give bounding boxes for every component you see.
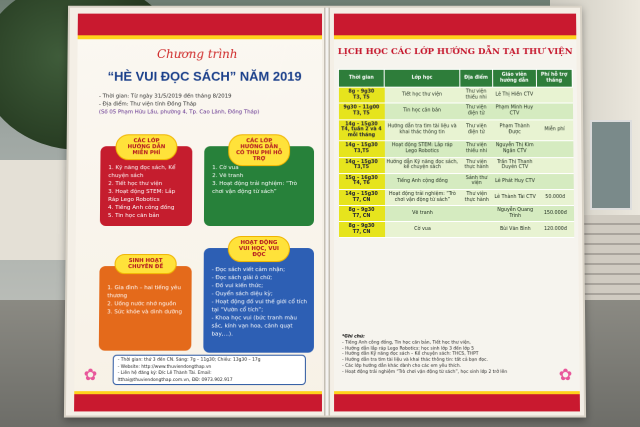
table-cell: 14g – 15g30 T7, CN	[338, 189, 384, 205]
notes-title: *Ghi chú:	[342, 334, 365, 340]
table-cell: Cờ vua	[385, 222, 461, 238]
list-item: 1. Gia đình – hai tiếng yêu thương	[107, 285, 182, 300]
table-cell: 50.000đ	[537, 189, 574, 205]
note-item: - Hướng dẫn lắp ráp Lego Robotics: học sinh lớp 3 đến lớp 5	[342, 346, 474, 352]
table-cell: Thư viện thực hành	[460, 189, 493, 205]
note-item: - Các lớp hướng dẫn khác dành cho các em yêu thích.	[342, 363, 461, 369]
table-row	[338, 173, 573, 189]
header-cell: Phí hỗ trợ tháng	[536, 69, 572, 87]
table-cell: Vẽ tranh	[385, 206, 461, 222]
table-cell: Hướng dẫn Kỹ năng đọc sách, kể chuyện sách	[384, 157, 460, 173]
table-cell: Tiếng Anh cộng đồng	[384, 173, 460, 189]
table-cell: Nguyễn Quang Trình	[493, 206, 537, 222]
header-cell: Lớp học	[384, 69, 459, 87]
table-cell: 14g – 15g30 T3,T5	[338, 141, 384, 157]
note-item: - Hướng dẫn tra tìm tài liệu và khai thác thông tin: tất cả bạn đọc.	[342, 357, 488, 363]
topic-activities-box	[99, 258, 192, 351]
header-cell: Giáo viên hướng dẫn	[492, 69, 536, 87]
header-cell: Thời gian	[338, 69, 384, 87]
left-page	[74, 14, 322, 412]
table-cell	[537, 157, 573, 173]
table-cell: Hoạt động STEM: Lắp ráp Lego Robotics	[384, 141, 460, 157]
building-door	[590, 120, 632, 210]
table-cell: 8g – 9g30 T7, CN	[339, 222, 385, 238]
table-cell: Lê Thị Hiền CTV	[492, 87, 536, 103]
right-page	[334, 14, 580, 412]
list-item: 2. Vẽ tranh	[212, 173, 244, 180]
list-item: - Hoạt động đố vui thế giới cổ tích tại “Vườn cổ tích”;	[211, 299, 308, 314]
table-cell: Trần Thị Thanh Duyên CTV	[493, 157, 537, 173]
list-item: - Khoa học vui (bức tranh màu sắc, kính vạn hoa, cánh quạt bay,...).	[211, 315, 297, 338]
list-item: 2. Tiết học thư viện	[108, 181, 163, 188]
table-cell: Thư viện thực hành	[460, 157, 493, 173]
paid-classes-title: CÁC LỚP HƯỚNG DẪN CÓ THU PHÍ HỖ TRỢ	[228, 134, 290, 166]
table-cell: Hướng dẫn tra tìm tài liệu và khai thác thông tin	[384, 119, 460, 141]
table-cell	[537, 141, 573, 157]
table-row	[338, 119, 572, 141]
table-row	[338, 103, 572, 119]
list-item: 1. Kỹ năng đọc sách, Kể chuyện sách	[108, 165, 176, 180]
table-cell: Sảnh thư viện	[460, 173, 493, 189]
list-item: - Quyển sách diệu kỳ;	[211, 291, 273, 298]
list-item: 1. Cờ vua	[212, 165, 239, 172]
list-item: 2. Uống nước nhớ nguồn	[107, 301, 177, 308]
table-cell: Bùi Văn Bình	[493, 222, 537, 238]
book-spine	[324, 8, 330, 416]
table-row	[338, 141, 573, 157]
top-red-band	[78, 14, 322, 40]
contact-registration: - Liên hệ đăng ký: Đ/c Lê Thành Tài. Email:	[117, 371, 212, 377]
table-cell: 8g – 9g30 T7, CN	[338, 206, 384, 222]
list-item: - Đọc sách viết cảm nhận;	[211, 267, 286, 274]
table-row	[338, 87, 572, 103]
table-row	[338, 157, 573, 173]
list-item: 4. Tiếng Anh công đồng	[107, 205, 175, 211]
table-cell: Thư viện điện tử	[460, 119, 493, 141]
program-place: - Địa điểm: Thư viện tỉnh Đồng Tháp	[98, 101, 197, 108]
book-shaped-billboard	[64, 6, 586, 418]
contact-info-box	[113, 355, 306, 385]
header-cell: Địa điểm	[460, 69, 493, 87]
notes-section	[342, 335, 574, 376]
table-cell: Hoạt động trải nghiệm: “Trò chơi vận động từ sách”	[385, 189, 461, 205]
note-item: - Tiếng Anh công đồng, Tin học căn bản, Tiết học thư viện,	[342, 340, 471, 346]
table-cell: Thư viện điện tử	[460, 103, 493, 119]
note-item: - Hướng dẫn Kỹ năng đọc sách – Kể chuyện sách: THCS, THPT	[342, 352, 479, 358]
list-item: 3. Hoạt động trải nghiệm: “Trò chơi vận động từ sách”	[212, 181, 298, 196]
table-row	[339, 222, 574, 238]
program-title: “HÈ VUI ĐỌC SÁCH” NĂM 2019	[107, 68, 302, 84]
fun-reading-title: HOẠT ĐỘNG VUI HỌC, VUI ĐỌC	[228, 236, 290, 262]
table-cell: 14g – 15g30 T3,T5	[338, 157, 384, 173]
table-cell: Miễn phí	[536, 119, 572, 141]
table-cell: Phạm Thành Được	[493, 119, 537, 141]
list-item: 3. Sức khỏe và dinh dưỡng	[107, 309, 183, 316]
table-cell: 120.000đ	[537, 222, 574, 238]
table-cell: Lê Phát Huy CTV	[493, 173, 537, 189]
table-row	[338, 189, 573, 205]
table-cell: Lê Thành Tài CTV	[493, 189, 537, 205]
table-cell: 150.000đ	[537, 206, 574, 222]
program-script-title: Chương trình	[156, 47, 238, 61]
table-cell: 15g – 16g30 T4, T6	[338, 173, 384, 189]
schedule-table	[338, 69, 574, 239]
table-cell: Tin học căn bản	[384, 103, 460, 119]
contact-hours: - Thời gian: thứ 3 đến CN. Sáng: 7g – 11g30; Chiều: 13g30 – 17g	[117, 357, 261, 363]
table-cell: Thư viện thiếu nhi	[460, 141, 493, 157]
table-cell: 8g – 9g30 T3, T5	[338, 87, 384, 103]
list-item: - Đọc sách giải ô chữ;	[211, 275, 273, 282]
fun-reading-box	[203, 240, 314, 353]
topic-activities-title: SINH HOẠT CHUYÊN ĐỀ	[114, 254, 176, 274]
contact-website: - Website: http://www.thuviendongthap.vn	[117, 364, 212, 370]
free-classes-box	[100, 138, 192, 226]
table-cell: 14g – 15g30 T4, tuần 2 và 4 mỗi tháng	[338, 119, 384, 141]
table-cell	[460, 206, 493, 222]
bottom-red-band	[74, 391, 322, 411]
list-item: - Đố vui kiến thức;	[211, 283, 264, 290]
top-red-band	[334, 14, 576, 40]
free-classes-title: CÁC LỚP HƯỚNG DẪN MIỄN PHÍ	[115, 134, 177, 160]
bottom-red-band	[334, 391, 580, 411]
list-item: 5. Tin học căn bản	[107, 212, 160, 219]
table-cell: Tiết học thư viện	[384, 87, 460, 103]
program-time: - Thời gian: Từ ngày 31/5/2019 đến tháng 8/2019	[98, 93, 232, 100]
lotus-icon: ✿	[558, 364, 573, 385]
list-item: 3. Hoạt động STEM: Lắp Ráp Lego Robotics	[108, 189, 176, 204]
lotus-icon: ✿	[83, 364, 98, 385]
note-item: - Hoạt động trải nghiệm “Trò chơi vận động từ sách”, học sinh lớp 2 trở lên	[342, 369, 508, 375]
program-meta	[99, 93, 318, 117]
table-cell: 9g30 – 11g00 T3, T5	[338, 103, 384, 119]
table-cell	[536, 87, 572, 103]
schedule-title: LỊCH HỌC CÁC LỚP HƯỚNG DẪN TẠI THƯ VIỆN	[337, 47, 573, 58]
table-header-row	[338, 69, 572, 87]
schedule-body	[338, 87, 573, 238]
table-row	[338, 206, 573, 222]
paid-classes-box	[204, 138, 314, 226]
table-cell: Thư viện thiếu nhi	[460, 87, 493, 103]
table-cell	[537, 173, 573, 189]
table-cell: Nguyễn Thị Kim Ngân CTV	[493, 141, 537, 157]
table-cell: Phạm Minh Huy CTV	[493, 103, 537, 119]
program-address: (Số 05 Phạm Hữu Lầu, phường 4, Tp. Cao Lãnh, Đồng Tháp)	[98, 109, 260, 116]
table-cell	[536, 103, 572, 119]
table-cell	[460, 222, 493, 238]
contact-email-phone: ltthai@thuviendongthap.com.vn, ĐĐ: 0973.902.917	[117, 377, 233, 383]
